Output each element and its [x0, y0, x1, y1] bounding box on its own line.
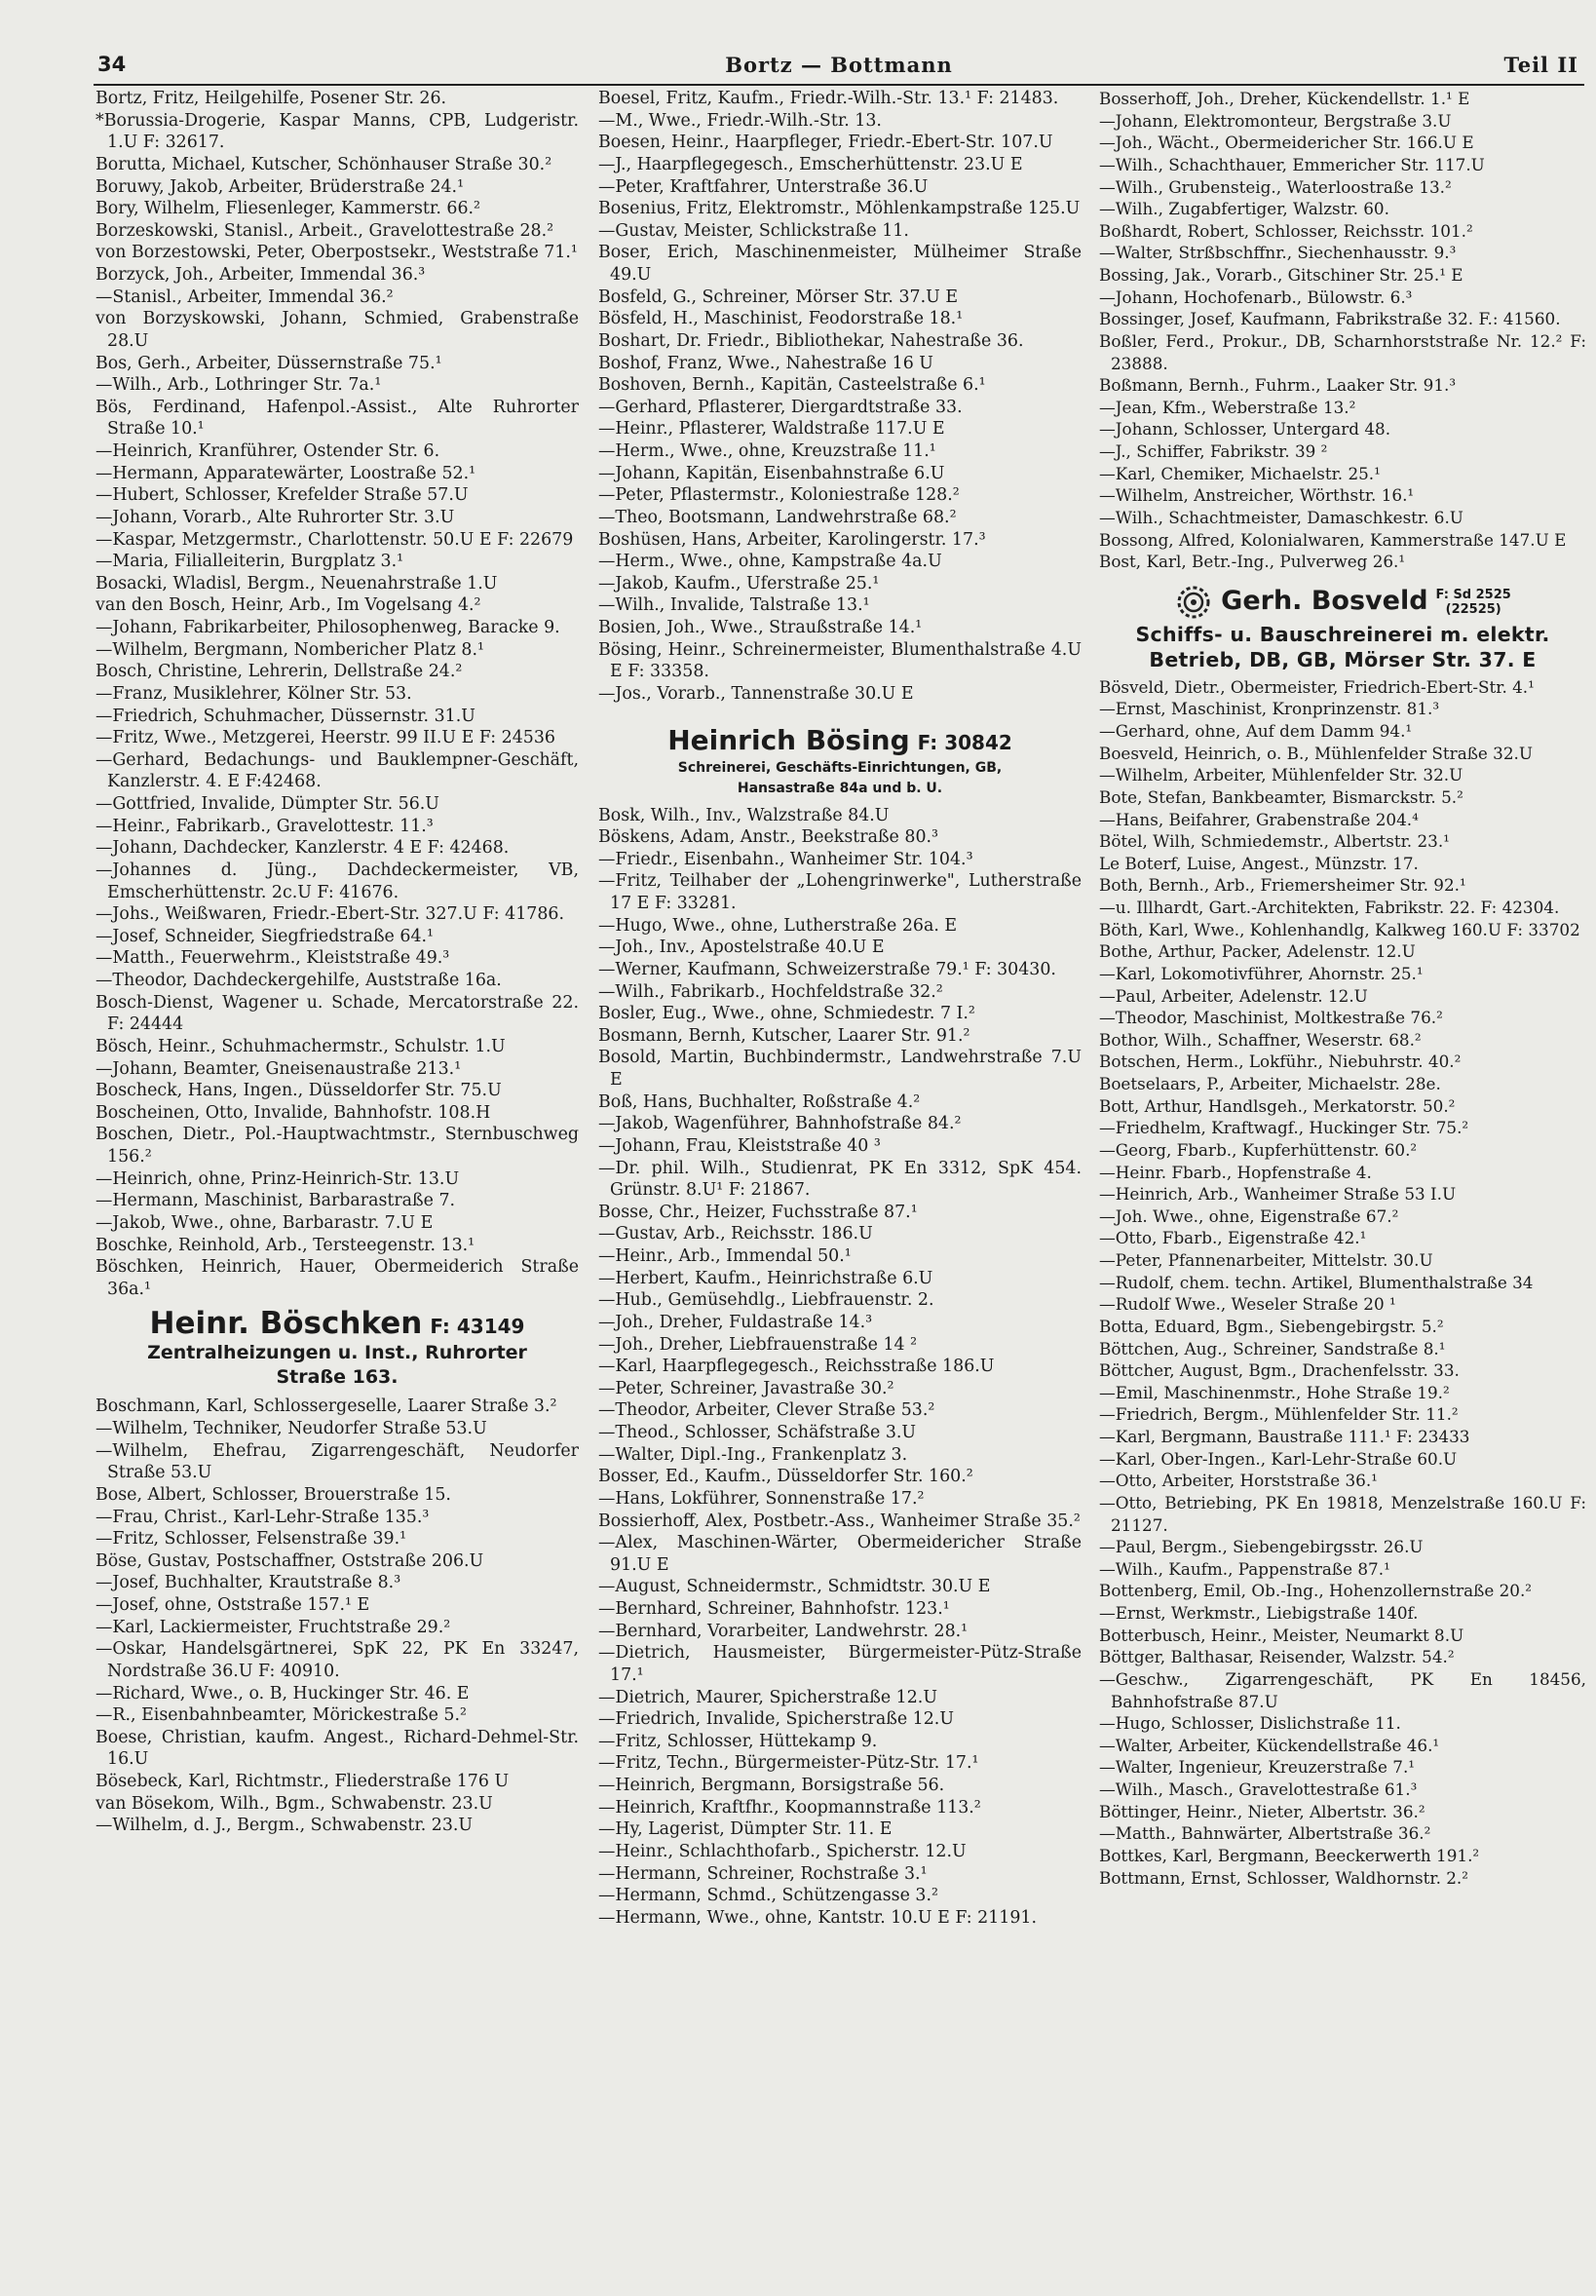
directory-entry: —Rudolf Wwe., Weseler Straße 20 ¹ [1099, 1294, 1396, 1315]
directory-entry: Bösing, Heinr., Schreinermeister, Blumenthalstraße 4.U E F: 33358. [598, 639, 1082, 682]
directory-entry: —Friedrich, Schuhmacher, Düssernstr. 31.U [95, 706, 475, 726]
directory-entry: —Otto, Betriebing, PK En 19818, Menzelstraße 160.U F: 21127. [1099, 1492, 1586, 1535]
directory-entry: —Theod., Schlosser, Schäfstraße 3.U [598, 1423, 917, 1442]
directory-entry: —u. Illhardt, Gart.-Architekten, Fabrikstr. 22. F: 42304. [1099, 898, 1560, 917]
directory-entry: —Karl, Bergmann, Baustraße 111.¹ F: 23433 [1099, 1427, 1470, 1446]
directory-entry: —Matth., Bahnwärter, Albertstraße 36.² [1099, 1823, 1431, 1844]
directory-entry: Boschmann, Karl, Schlossergeselle, Laarer Straße 3.² [95, 1397, 557, 1417]
directory-entry: —Wilh., Arb., Lothringer Str. 7a.¹ [95, 375, 382, 396]
directory-entry: von Borzyskowski, Johann, Schmied, Grabenstraße 28.U [95, 309, 579, 351]
directory-entry: Bös, Ferdinand, Hafenpol.-Assist., Alte Ruhrorter Straße 10.¹ [95, 397, 579, 440]
directory-entry: —Heinr., Arb., Immendal 50.¹ [598, 1246, 852, 1266]
directory-entry: —Wilhelm, d. J., Bergm., Schwabenstr. 23.U [95, 1816, 474, 1836]
directory-entry: Bossierhoff, Alex, Postbetr.-Ass., Wanheimer Straße 35.² [598, 1511, 1081, 1531]
directory-entry: —Dietrich, Hausmeister, Bürgermeister-Pütz-Straße 17.¹ [598, 1643, 1082, 1685]
directory-entry: —Hugo, Wwe., ohne, Lutherstraße 26a. E [598, 915, 958, 936]
directory-entry: —Johann, Fabrikarbeiter, Philosophenweg, Baracke 9. [95, 618, 560, 637]
directory-entry: Boruwy, Jakob, Arbeiter, Brüderstraße 24.¹ [95, 176, 465, 197]
ad-phone: F: 43149 [430, 1315, 525, 1339]
directory-entry: Boß, Hans, Buchhalter, Roßstraße 4.² [598, 1091, 921, 1112]
directory-entry: —Gustav, Arb., Reichsstr. 186.U [598, 1224, 873, 1244]
directory-entry: —Walter, Ingenieur, Kreuzerstraße 7.¹ [1099, 1757, 1416, 1778]
directory-entry: —Wilhelm, Techniker, Neudorfer Straße 53.U [95, 1419, 487, 1438]
directory-entry: Boßhardt, Robert, Schlosser, Reichsstr. 101.² [1099, 220, 1473, 241]
directory-entry: —Ernst, Maschinist, Kronprinzenstr. 81.³ [1099, 699, 1440, 719]
directory-entry: Böth, Karl, Wwe., Kohlenhandlg, Kalkweg 160.U F: 33702 [1099, 919, 1580, 939]
directory-entry: —Georg, Fbarb., Kupferhüttenstr. 60.² [1099, 1139, 1418, 1160]
directory-entry: —Theodor, Maschinist, Moltkestraße 76.² [1099, 1008, 1443, 1028]
directory-entry: —Jakob, Wwe., ohne, Barbarastr. 7.U E [95, 1212, 434, 1233]
directory-entry: —Heinr., Fabrikarb., Gravelottestr. 11.³ [95, 816, 434, 836]
directory-entry: Bost, Karl, Betr.-Ing., Pulverweg 26.¹ [1099, 552, 1406, 572]
advertisement-boeschken [95, 1306, 579, 1390]
directory-entry: —Karl, Haarpflegegesch., Reichsstraße 186.U [598, 1357, 995, 1377]
directory-entry: Boßmann, Bernh., Fuhrm., Laaker Str. 91.³ [1099, 375, 1457, 396]
directory-entry: —Bernhard, Schreiner, Bahnhofstr. 123.¹ [598, 1599, 950, 1619]
directory-entry: —Wilh., Masch., Gravelottestraße 61.³ [1099, 1779, 1418, 1799]
ad-company-name: Heinr. Böschken [149, 1306, 423, 1342]
directory-entry: Bote, Stefan, Bankbeamter, Bismarckstr. 5.² [1099, 786, 1463, 807]
directory-entry: Bosserhoff, Joh., Dreher, Kückendellstr. 1.¹ E [1099, 89, 1470, 108]
ad-phone-secondary: (22525) [1445, 601, 1501, 617]
directory-entry: Boesveld, Heinrich, o. B., Mühlenfelder Straße 32.U [1099, 743, 1533, 763]
directory-entry: —Johann, Dachdecker, Kanzlerstr. 4 E F: 42468. [95, 838, 510, 859]
directory-entry: —Hans, Beifahrer, Grabenstraße 204.⁴ [1099, 809, 1419, 829]
directory-entry: —Karl, Lokomotivführer, Ahornstr. 25.¹ [1099, 963, 1424, 983]
directory-entry: —Hubert, Schlosser, Krefelder Straße 57.U [95, 485, 469, 506]
directory-entry: von Borzestowski, Peter, Oberpostsekr., Weststraße 71.¹ [95, 243, 578, 263]
directory-entry: —Joh., Dreher, Liebfrauenstraße 14 ² [598, 1334, 918, 1355]
directory-entry: —Josef, ohne, Oststraße 157.¹ E [95, 1595, 370, 1615]
directory-entry: Botschen, Herm., Lokführ., Niebuhrstr. 40.² [1099, 1052, 1462, 1072]
directory-entry: *Borussia-Drogerie, Kaspar Manns, CPB, Ludgeristr. 1.U F: 32617. [95, 110, 579, 153]
directory-entry: —Hy, Lagerist, Dümpter Str. 11. E [598, 1819, 893, 1840]
directory-entry: Bossing, Jak., Vorarb., Gitschiner Str. 25.¹ E [1099, 265, 1463, 285]
directory-entry: —Otto, Fbarb., Eigenstraße 42.¹ [1099, 1228, 1367, 1248]
directory-entry: —M., Wwe., Friedr.-Wilh.-Str. 13. [598, 110, 882, 131]
directory-entry: Bosfeld, G., Schreiner, Mörser Str. 37.U E [598, 287, 959, 307]
directory-entry: —Dietrich, Maurer, Spicherstraße 12.U [598, 1687, 937, 1707]
directory-entry: —Johannes d. Jüng., Dachdeckermeister, VB, Emscherhüttenstr. 2c.U F: 41676. [95, 860, 579, 902]
page-number: 34 [97, 53, 127, 76]
directory-entry: Boshof, Franz, Wwe., Nahestraße 16 U [598, 353, 933, 373]
directory-entry: —Heinr., Pflasterer, Waldstraße 117.U E [598, 419, 945, 440]
advertisement-bosveld [1099, 583, 1586, 672]
directory-entry: —Herm., Wwe., ohne, Kreuzstraße 11.¹ [598, 441, 936, 461]
part-label: Teil II [1503, 53, 1578, 77]
directory-entry: —Gustav, Meister, Schlickstraße 11. [598, 220, 909, 241]
directory-entry: —Friedr., Eisenbahn., Wanheimer Str. 104.³ [598, 849, 973, 869]
directory-entry: —Hermann, Maschinist, Barbarastraße 7. [95, 1191, 456, 1211]
directory-entry: Boesel, Fritz, Kaufm., Friedr.-Wilh.-Str. 13.¹ F: 21483. [598, 89, 1059, 108]
directory-entry: Böskens, Adam, Anstr., Beekstraße 80.³ [598, 827, 939, 848]
directory-entry: —Johann, Schlosser, Untergard 48. [1099, 419, 1391, 440]
directory-entry: —J., Schiffer, Fabrikstr. 39 ² [1099, 441, 1328, 461]
directory-entry: van Bösekom, Wilh., Bgm., Schwabenstr. 23.U [95, 1793, 493, 1814]
directory-entry: —Heinr., Schlachthofarb., Spicherstr. 12.U [598, 1841, 967, 1861]
directory-entry: —Bernhard, Vorarbeiter, Landwehrstr. 28.¹ [598, 1621, 969, 1641]
directory-entry: —Gerhard, ohne, Auf dem Damm 94.¹ [1099, 721, 1413, 741]
directory-entry: —Wilh., Invalide, Talstraße 13.¹ [598, 595, 870, 616]
directory-entry: —Walter, Arbeiter, Kückendellstraße 46.¹ [1099, 1735, 1440, 1755]
directory-entry: —Oskar, Handelsgärtnerei, SpK 22, PK En 33247, Nordstraße 36.U F: 40910. [95, 1639, 579, 1681]
directory-entry: —Johann, Vorarb., Alte Ruhrorter Str. 3.U [95, 507, 455, 527]
directory-entry: —Kaspar, Metzgermstr., Charlottenstr. 50.U E F: 22679 [95, 529, 574, 550]
ad-line: Hansastraße 84a und b. U. [737, 780, 943, 796]
directory-entry: —Wilhelm, Arbeiter, Mühlenfelder Str. 32.U [1099, 765, 1463, 785]
directory-entry: Bösveld, Dietr., Obermeister, Friedrich-Ebert-Str. 4.¹ [1099, 676, 1535, 697]
directory-entry: Bothe, Arthur, Packer, Adelenstr. 12.U [1099, 941, 1416, 962]
directory-entry: —Wilhelm, Ehefrau, Zigarrengeschäft, Neudorfer Straße 53.U [95, 1440, 579, 1483]
directory-entry: —J., Haarpflegegesch., Emscherhüttenstr. 23.U E [598, 154, 1023, 174]
directory-entry: —Wilh., Zugabfertiger, Walzstr. 60. [1099, 199, 1389, 219]
directory-entry: Borzeskowski, Stanisl., Arbeit., Gravelottestraße 28.² [95, 220, 554, 241]
directory-entry: —Heinr. Fbarb., Hopfenstraße 4. [1099, 1162, 1372, 1182]
directory-entry: Boesen, Heinr., Haarpfleger, Friedr.-Ebert-Str. 107.U [598, 133, 1053, 153]
directory-entry: Boshüsen, Hans, Arbeiter, Karolingerstr. 17.³ [598, 529, 986, 550]
directory-entry: —Friedrich, Bergm., Mühlenfelder Str. 11.² [1099, 1404, 1459, 1425]
directory-entry: —Hub., Gemüsehdlg., Liebfrauenstr. 2. [598, 1290, 934, 1311]
directory-entry: —Joh., Inv., Apostelstraße 40.U E [598, 938, 885, 958]
directory-entry: —Ernst, Werkmstr., Liebigstraße 140f. [1099, 1603, 1419, 1623]
directory-entry: Böttcher, August, Bgm., Drachenfelsstr. 33. [1099, 1360, 1460, 1381]
directory-entry: —Johann, Elektromonteur, Bergstraße 3.U [1099, 110, 1452, 131]
directory-entry: Boshoven, Bernh., Kapitän, Casteelstraße 6.¹ [598, 375, 986, 396]
directory-entry: Boshart, Dr. Friedr., Bibliothekar, Nahestraße 36. [598, 330, 1024, 351]
directory-entry: —Otto, Arbeiter, Horststraße 36.¹ [1099, 1471, 1378, 1491]
directory-entry: —Gerhard, Pflasterer, Diergardtstraße 33. [598, 397, 963, 417]
advertisement-boesing [598, 711, 1082, 799]
column-2 [598, 88, 1082, 1929]
directory-entry: —Gottfried, Invalide, Dümpter Str. 56.U [95, 794, 439, 814]
page-header [94, 49, 1584, 86]
directory-entry: —Peter, Schreiner, Javastraße 30.² [598, 1378, 894, 1398]
directory-entry: —Wilhelm, Anstreicher, Wörthstr. 16.¹ [1099, 485, 1415, 506]
directory-entry: Boser, Erich, Maschinenmeister, Mülheimer Straße 49.U [598, 243, 1082, 285]
ad-line: Straße 163. [276, 1366, 399, 1389]
directory-entry: Bötel, Wilh, Schmiedemstr., Albertstr. 23.¹ [1099, 831, 1450, 852]
directory-entry: —Johann, Hochofenarb., Bülowstr. 6.³ [1099, 287, 1413, 307]
column-1 [95, 88, 579, 1837]
directory-entry: Bösfeld, H., Maschinist, Feodorstraße 18.¹ [598, 309, 964, 329]
directory-entry: —Joh., Wächt., Obermeidericher Str. 166.U E [1099, 133, 1474, 153]
directory-entry: —Walter, Dipl.-Ing., Frankenplatz 3. [598, 1444, 908, 1465]
directory-entry: Bosien, Joh., Wwe., Straußstraße 14.¹ [598, 618, 923, 637]
directory-entry: —Geschw., Zigarrengeschäft, PK En 18456, Bahnhofstraße 87.U [1099, 1668, 1586, 1711]
directory-entry: —Rudolf, chem. techn. Artikel, Blumenthalstraße 34 [1099, 1272, 1534, 1292]
directory-entry: Bosch-Dienst, Wagener u. Schade, Mercatorstraße 22. F: 24444 [95, 992, 579, 1035]
directory-entry: Bossinger, Josef, Kaufmann, Fabrikstraße 32. F.: 41560. [1099, 309, 1561, 329]
directory-entry: Boschke, Reinhold, Arb., Tersteegenstr. 13.¹ [95, 1235, 475, 1255]
ad-company-name: Gerh. Bosveld [1221, 586, 1428, 617]
directory-entry: Boßler, Ferd., Prokur., DB, Scharnhorststraße Nr. 12.² F: 23888. [1099, 330, 1586, 373]
directory-entry: Both, Bernh., Arb., Friemersheimer Str. 92.¹ [1099, 875, 1466, 896]
directory-entry: —Heinrich, Kranführer, Ostender Str. 6. [95, 441, 440, 461]
ad-company-name: Heinrich Bösing [667, 723, 910, 756]
directory-entry: —Theodor, Arbeiter, Clever Straße 53.² [598, 1400, 935, 1421]
directory-entry: Bosmann, Bernh, Kutscher, Laarer Str. 91.² [598, 1025, 970, 1046]
gear-logo-icon [1174, 583, 1213, 622]
directory-entry: Bos, Gerh., Arbeiter, Düssernstraße 75.¹ [95, 353, 442, 373]
directory-entry: van den Bosch, Heinr, Arb., Im Vogelsang 4.² [95, 595, 481, 616]
directory-entry: Bottmann, Ernst, Schlosser, Waldhornstr. 2.² [1099, 1867, 1468, 1888]
directory-entry: —Gerhard, Bedachungs- und Bauklempner-Geschäft, Kanzlerstr. 4. E F:42468. [95, 749, 579, 792]
directory-entry: Bott, Arthur, Handlsgeh., Merkatorstr. 50.² [1099, 1095, 1456, 1116]
directory-entry: Bortz, Fritz, Heilgehilfe, Posener Str. 26. [95, 89, 447, 108]
directory-entry: Böse, Gustav, Postschaffner, Oststraße 206.U [95, 1550, 484, 1571]
directory-entry: Boschen, Dietr., Pol.-Hauptwachtmstr., Sternbuschweg 156.² [95, 1125, 579, 1167]
ad-line: Schiffs- u. Bauschreinerei m. elektr. [1135, 622, 1550, 646]
directory-entry: Bossong, Alfred, Kolonialwaren, Kammerstraße 147.U E [1099, 529, 1567, 550]
directory-entry: —Franz, Musiklehrer, Kölner Str. 53. [95, 683, 412, 704]
directory-entry: —Wilh., Schachthauer, Emmericher Str. 117.U [1099, 154, 1485, 174]
directory-entry: —Werner, Kaufmann, Schweizerstraße 79.¹ F: 30430. [598, 959, 1056, 979]
directory-entry: —Fritz, Techn., Bürgermeister-Pütz-Str. 17.¹ [598, 1753, 979, 1774]
directory-entry: Bothor, Wilh., Schaffner, Weserstr. 68.² [1099, 1029, 1422, 1050]
directory-entry: —Johann, Kapitän, Eisenbahnstraße 6.U [598, 463, 945, 483]
directory-entry: —Joh., Dreher, Fuldastraße 14.³ [598, 1312, 873, 1332]
directory-entry: —Friedhelm, Kraftwagf., Huckinger Str. 75.² [1099, 1118, 1469, 1138]
directory-entry: —Friedrich, Invalide, Spicherstraße 12.U [598, 1709, 954, 1730]
directory-entry: —Stanisl., Arbeiter, Immendal 36.² [95, 287, 394, 307]
directory-entry: —Hermann, Schmd., Schützengasse 3.² [598, 1886, 938, 1906]
directory-entry: —Johann, Frau, Kleiststraße 40 ³ [598, 1135, 881, 1156]
directory-entry: Böschken, Heinrich, Hauer, Obermeiderich Straße 36a.¹ [95, 1257, 579, 1299]
directory-entry: —Paul, Arbeiter, Adelenstr. 12.U [1099, 985, 1368, 1006]
directory-entry: Bose, Albert, Schlosser, Brouerstraße 15. [95, 1484, 451, 1505]
directory-entry: —R., Eisenbahnbeamter, Mörickestraße 5.² [95, 1705, 467, 1726]
directory-entry: —Wilh., Fabrikarb., Hochfeldstraße 32.² [598, 981, 943, 1002]
directory-entry: —Walter, Strßbschffnr., Siechenhausstr. 9.³ [1099, 243, 1457, 263]
directory-entry: Bottkes, Karl, Bergmann, Beeckerwerth 191.² [1099, 1845, 1480, 1865]
directory-entry: —Fritz, Teilhaber der „Lohengrinwerke", Lutherstraße 17 E F: 33281. [598, 871, 1082, 913]
ad-phone: F: 30842 [917, 730, 1012, 754]
directory-entry: Bosold, Martin, Buchbindermstr., Landwehrstraße 7.U E [598, 1048, 1082, 1090]
directory-entry: —Theo, Bootsmann, Landwehrstraße 68.² [598, 507, 957, 527]
column-3 [1099, 88, 1586, 1889]
directory-entry: —Wilh., Grubensteig., Waterloostraße 13.² [1099, 176, 1452, 197]
directory-entry: —Heinrich, Arb., Wanheimer Straße 53 I.U [1099, 1184, 1457, 1205]
ad-phone-primary: F: Sd 2525 [1435, 587, 1511, 602]
directory-entry: —Peter, Pfannenarbeiter, Mittelstr. 30.U [1099, 1250, 1433, 1270]
directory-entry: —Wilhelm, Bergmann, Nombericher Platz 8.¹ [95, 639, 484, 660]
directory-entry: —Paul, Bergm., Siebengebirgsstr. 26.U [1099, 1537, 1424, 1557]
directory-entry: Bosse, Chr., Heizer, Fuchsstraße 87.¹ [598, 1202, 918, 1222]
directory-entry: —Wilh., Kaufm., Pappenstraße 87.¹ [1099, 1558, 1390, 1579]
directory-entry: —Jakob, Wagenführer, Bahnhofstraße 84.² [598, 1114, 962, 1134]
directory-entry: Boscheinen, Otto, Invalide, Bahnhofstr. 108.H [95, 1102, 491, 1123]
directory-entry: —Frau, Christ., Karl-Lehr-Straße 135.³ [95, 1507, 430, 1527]
directory-entry: Borutta, Michael, Kutscher, Schönhauser Straße 30.² [95, 154, 552, 174]
page-title: Bortz — Bottmann [725, 53, 953, 77]
directory-entry: Boetselaars, P., Arbeiter, Michaelstr. 28e. [1099, 1074, 1441, 1093]
directory-entry: —Fritz, Wwe., Metzgerei, Heerstr. 99 II.U E F: 24536 [95, 728, 555, 748]
ad-line: Betrieb, DB, GB, Mörser Str. 37. E [1149, 647, 1537, 671]
directory-entry: Botta, Eduard, Bgm., Siebengebirgstr. 5.² [1099, 1316, 1444, 1336]
ad-line: Schreinerei, Geschäfts-Einrichtungen, GB, [677, 759, 1003, 776]
directory-entry: Boese, Christian, kaufm. Angest., Richard-Dehmel-Str. 16.U [95, 1727, 579, 1770]
directory-entry: —Matth., Feuerwehrm., Kleiststraße 49.³ [95, 948, 450, 969]
directory-entry: Bottenberg, Emil, Ob.-Ing., Hohenzollernstraße 20.² [1099, 1581, 1533, 1601]
directory-entry: Bosler, Eug., Wwe., ohne, Schmiedestr. 7 I.² [598, 1004, 975, 1024]
directory-entry: —Fritz, Schlosser, Felsenstraße 39.¹ [95, 1529, 407, 1550]
directory-entry: —Josef, Schneider, Siegfriedstraße 64.¹ [95, 926, 435, 946]
directory-entry: —Jakob, Kaufm., Uferstraße 25.¹ [598, 573, 880, 593]
directory-entry: Borzyck, Joh., Arbeiter, Immendal 36.³ [95, 265, 426, 285]
directory-entry: —Richard, Wwe., o. B, Huckinger Str. 46. E [95, 1683, 470, 1703]
directory-entry: —Jean, Kfm., Weberstraße 13.² [1099, 397, 1356, 417]
directory-entry: —Josef, Buchhalter, Krautstraße 8.³ [95, 1573, 401, 1593]
directory-entry: Le Boterf, Luise, Angest., Münzstr. 17. [1099, 853, 1419, 873]
directory-entry: —August, Schneidermstr., Schmidtstr. 30.U E [598, 1577, 991, 1597]
directory-entry: —Hans, Lokführer, Sonnenstraße 17.² [598, 1488, 925, 1509]
directory-entry: —Dr. phil. Wilh., Studienrat, PK En 3312, SpK 454. Grünstr. 8.U¹ F: 21867. [598, 1158, 1082, 1201]
directory-entry: —Fritz, Schlosser, Hüttekamp 9. [598, 1731, 878, 1751]
directory-entry: Bosenius, Fritz, Elektromstr., Möhlenkampstraße 125.U [598, 199, 1081, 219]
directory-entry: Bosacki, Wladisl, Bergm., Neuenahrstraße 1.U [95, 573, 498, 593]
directory-entry: —Emil, Maschinenmstr., Hohe Straße 19.² [1099, 1382, 1450, 1402]
directory-entry: —Hermann, Apparatewärter, Loostraße 52.¹ [95, 463, 476, 483]
directory-entry: Bösch, Heinr., Schuhmachermstr., Schulstr. 1.U [95, 1036, 506, 1056]
directory-entry: —Hugo, Schlosser, Dislichstraße 11. [1099, 1713, 1401, 1734]
directory-entry: Böttger, Balthasar, Reisender, Walzstr. 54.² [1099, 1647, 1455, 1667]
directory-entry: —Joh. Wwe., ohne, Eigenstraße 67.² [1099, 1205, 1399, 1226]
directory-entry: —Alex, Maschinen-Wärter, Obermeidericher Straße 91.U E [598, 1533, 1082, 1575]
directory-entry: —Herm., Wwe., ohne, Kampstraße 4a.U [598, 552, 942, 572]
directory-entry: —Karl, Chemiker, Michaelstr. 25.¹ [1099, 463, 1381, 483]
directory-entry: —Johs., Weißwaren, Friedr.-Ebert-Str. 327.U F: 41786. [95, 904, 564, 925]
directory-entry: Bösebeck, Karl, Richtmstr., Fliederstraße 176 U [95, 1772, 510, 1791]
directory-entry: —Hermann, Wwe., ohne, Kantstr. 10.U E F: 21191. [598, 1907, 1037, 1928]
directory-entry: —Karl, Ober-Ingen., Karl-Lehr-Straße 60.U [1099, 1448, 1458, 1469]
directory-entry: Böttchen, Aug., Schreiner, Sandstraße 8.¹ [1099, 1338, 1446, 1358]
directory-entry: Bosch, Christine, Lehrerin, Dellstraße 24.² [95, 662, 463, 682]
directory-entry: —Hermann, Schreiner, Rochstraße 3.¹ [598, 1863, 928, 1884]
ad-line: Zentralheizungen u. Inst., Ruhrorter [147, 1342, 527, 1364]
directory-entry: —Jos., Vorarb., Tannenstraße 30.U E [598, 683, 914, 704]
directory-entry: —Heinrich, Kraftfhr., Koopmannstraße 113.² [598, 1797, 981, 1818]
directory-entry: Bory, Wilhelm, Fliesenleger, Kammerstr. 66.² [95, 199, 481, 219]
directory-entry: —Heinrich, ohne, Prinz-Heinrich-Str. 13.U [95, 1168, 460, 1189]
directory-entry: —Herbert, Kaufm., Heinrichstraße 6.U [598, 1268, 933, 1288]
directory-entry: Böttinger, Heinr., Nieter, Albertstr. 36.² [1099, 1801, 1425, 1821]
directory-entry: Botterbusch, Heinr., Meister, Neumarkt 8.U [1099, 1625, 1464, 1645]
directory-entry: —Johann, Beamter, Gneisenaustraße 213.¹ [95, 1058, 462, 1079]
directory-entry: —Heinrich, Bergmann, Borsigstraße 56. [598, 1776, 945, 1795]
directory-entry: —Maria, Filialleiterin, Burgplatz 3.¹ [95, 552, 404, 572]
directory-entry: Bosser, Ed., Kaufm., Düsseldorfer Str. 160.² [598, 1467, 973, 1487]
directory-entry: —Karl, Lackiermeister, Fruchtstraße 29.² [95, 1617, 451, 1637]
directory-entry: —Theodor, Dachdeckergehilfe, Auststraße 16a. [95, 971, 502, 990]
directory-entry: —Peter, Pflastermstr., Koloniestraße 128.² [598, 485, 960, 506]
directory-entry: Boscheck, Hans, Ingen., Düsseldorfer Str. 75.U [95, 1081, 502, 1101]
directory-entry: Bosk, Wilh., Inv., Walzstraße 84.U [598, 805, 890, 825]
directory-entry: —Wilh., Schachtmeister, Damaschkestr. 6.U [1099, 507, 1463, 527]
ad-phone [1436, 588, 1511, 617]
directory-entry: —Peter, Kraftfahrer, Unterstraße 36.U [598, 176, 929, 197]
